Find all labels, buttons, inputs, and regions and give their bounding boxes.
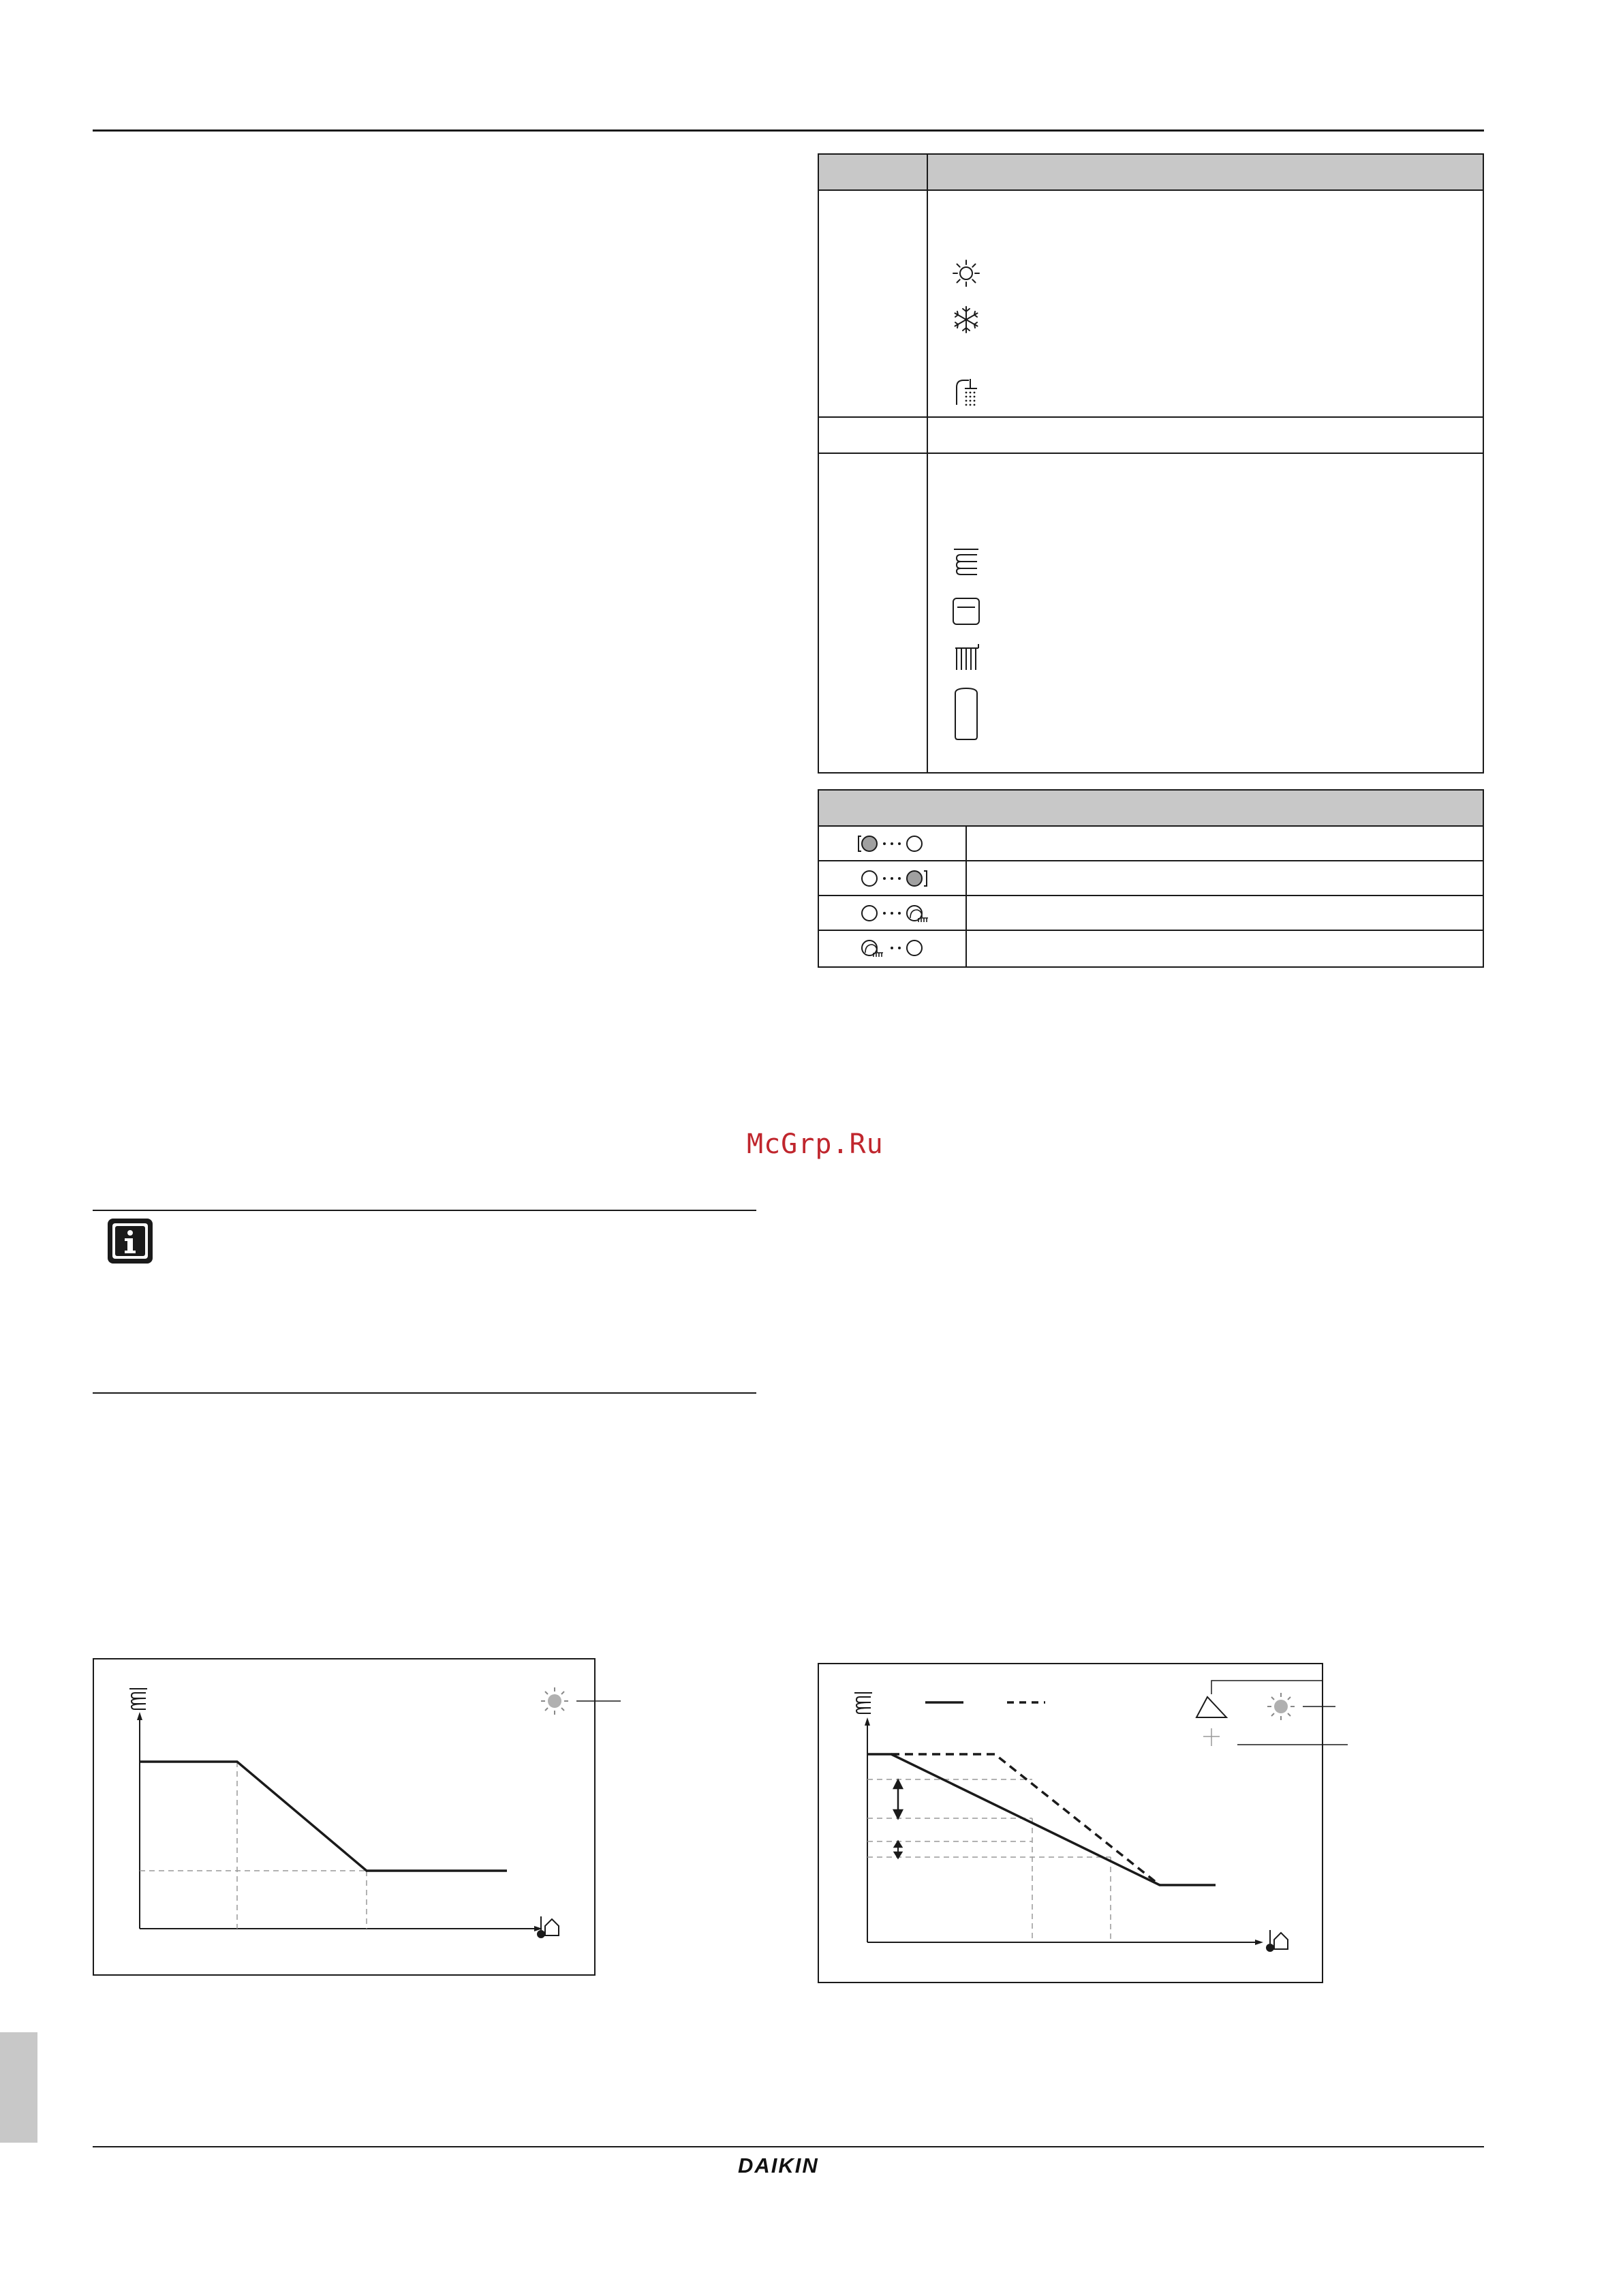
sun-icon (541, 1687, 568, 1715)
led-table (818, 789, 1484, 968)
slope-icon (1196, 1697, 1226, 1717)
top-rule (93, 129, 1484, 132)
figure-2-graph (818, 1636, 1431, 1990)
daikin-logo: DAIKIN (738, 2154, 819, 2177)
led-row-3 (853, 902, 935, 925)
offset-icon (1203, 1728, 1220, 1746)
tank-icon (951, 686, 981, 741)
settings-table (818, 153, 1484, 774)
info-icon (106, 1216, 155, 1266)
watermark: McGrp.Ru (747, 1129, 884, 1160)
note-bottom-rule (93, 1392, 756, 1394)
figure-1-graph (93, 1636, 638, 1976)
note-top-rule (93, 1210, 756, 1211)
led-row-4 (853, 936, 935, 960)
footer-rule (93, 2146, 1484, 2147)
table-header (819, 791, 1483, 827)
side-tab (0, 2032, 37, 2143)
led-row-1 (853, 832, 935, 855)
sun-icon (1267, 1693, 1295, 1720)
curve-solid (867, 1754, 1216, 1885)
table-header (819, 155, 1483, 191)
radiator-icon (951, 643, 981, 673)
led-row-2 (853, 867, 935, 890)
underfloor-heating-icon (951, 547, 981, 577)
sun-icon (951, 258, 981, 288)
shower-icon (951, 376, 981, 406)
emitter-icon (129, 1689, 147, 1709)
outdoor-temperature-icon (1267, 1930, 1288, 1951)
outdoor-temperature-icon (538, 1916, 559, 1938)
snowflake-icon (951, 305, 981, 335)
convector-icon (951, 596, 981, 626)
emitter-icon (854, 1693, 872, 1713)
weather-curve (140, 1762, 507, 1871)
